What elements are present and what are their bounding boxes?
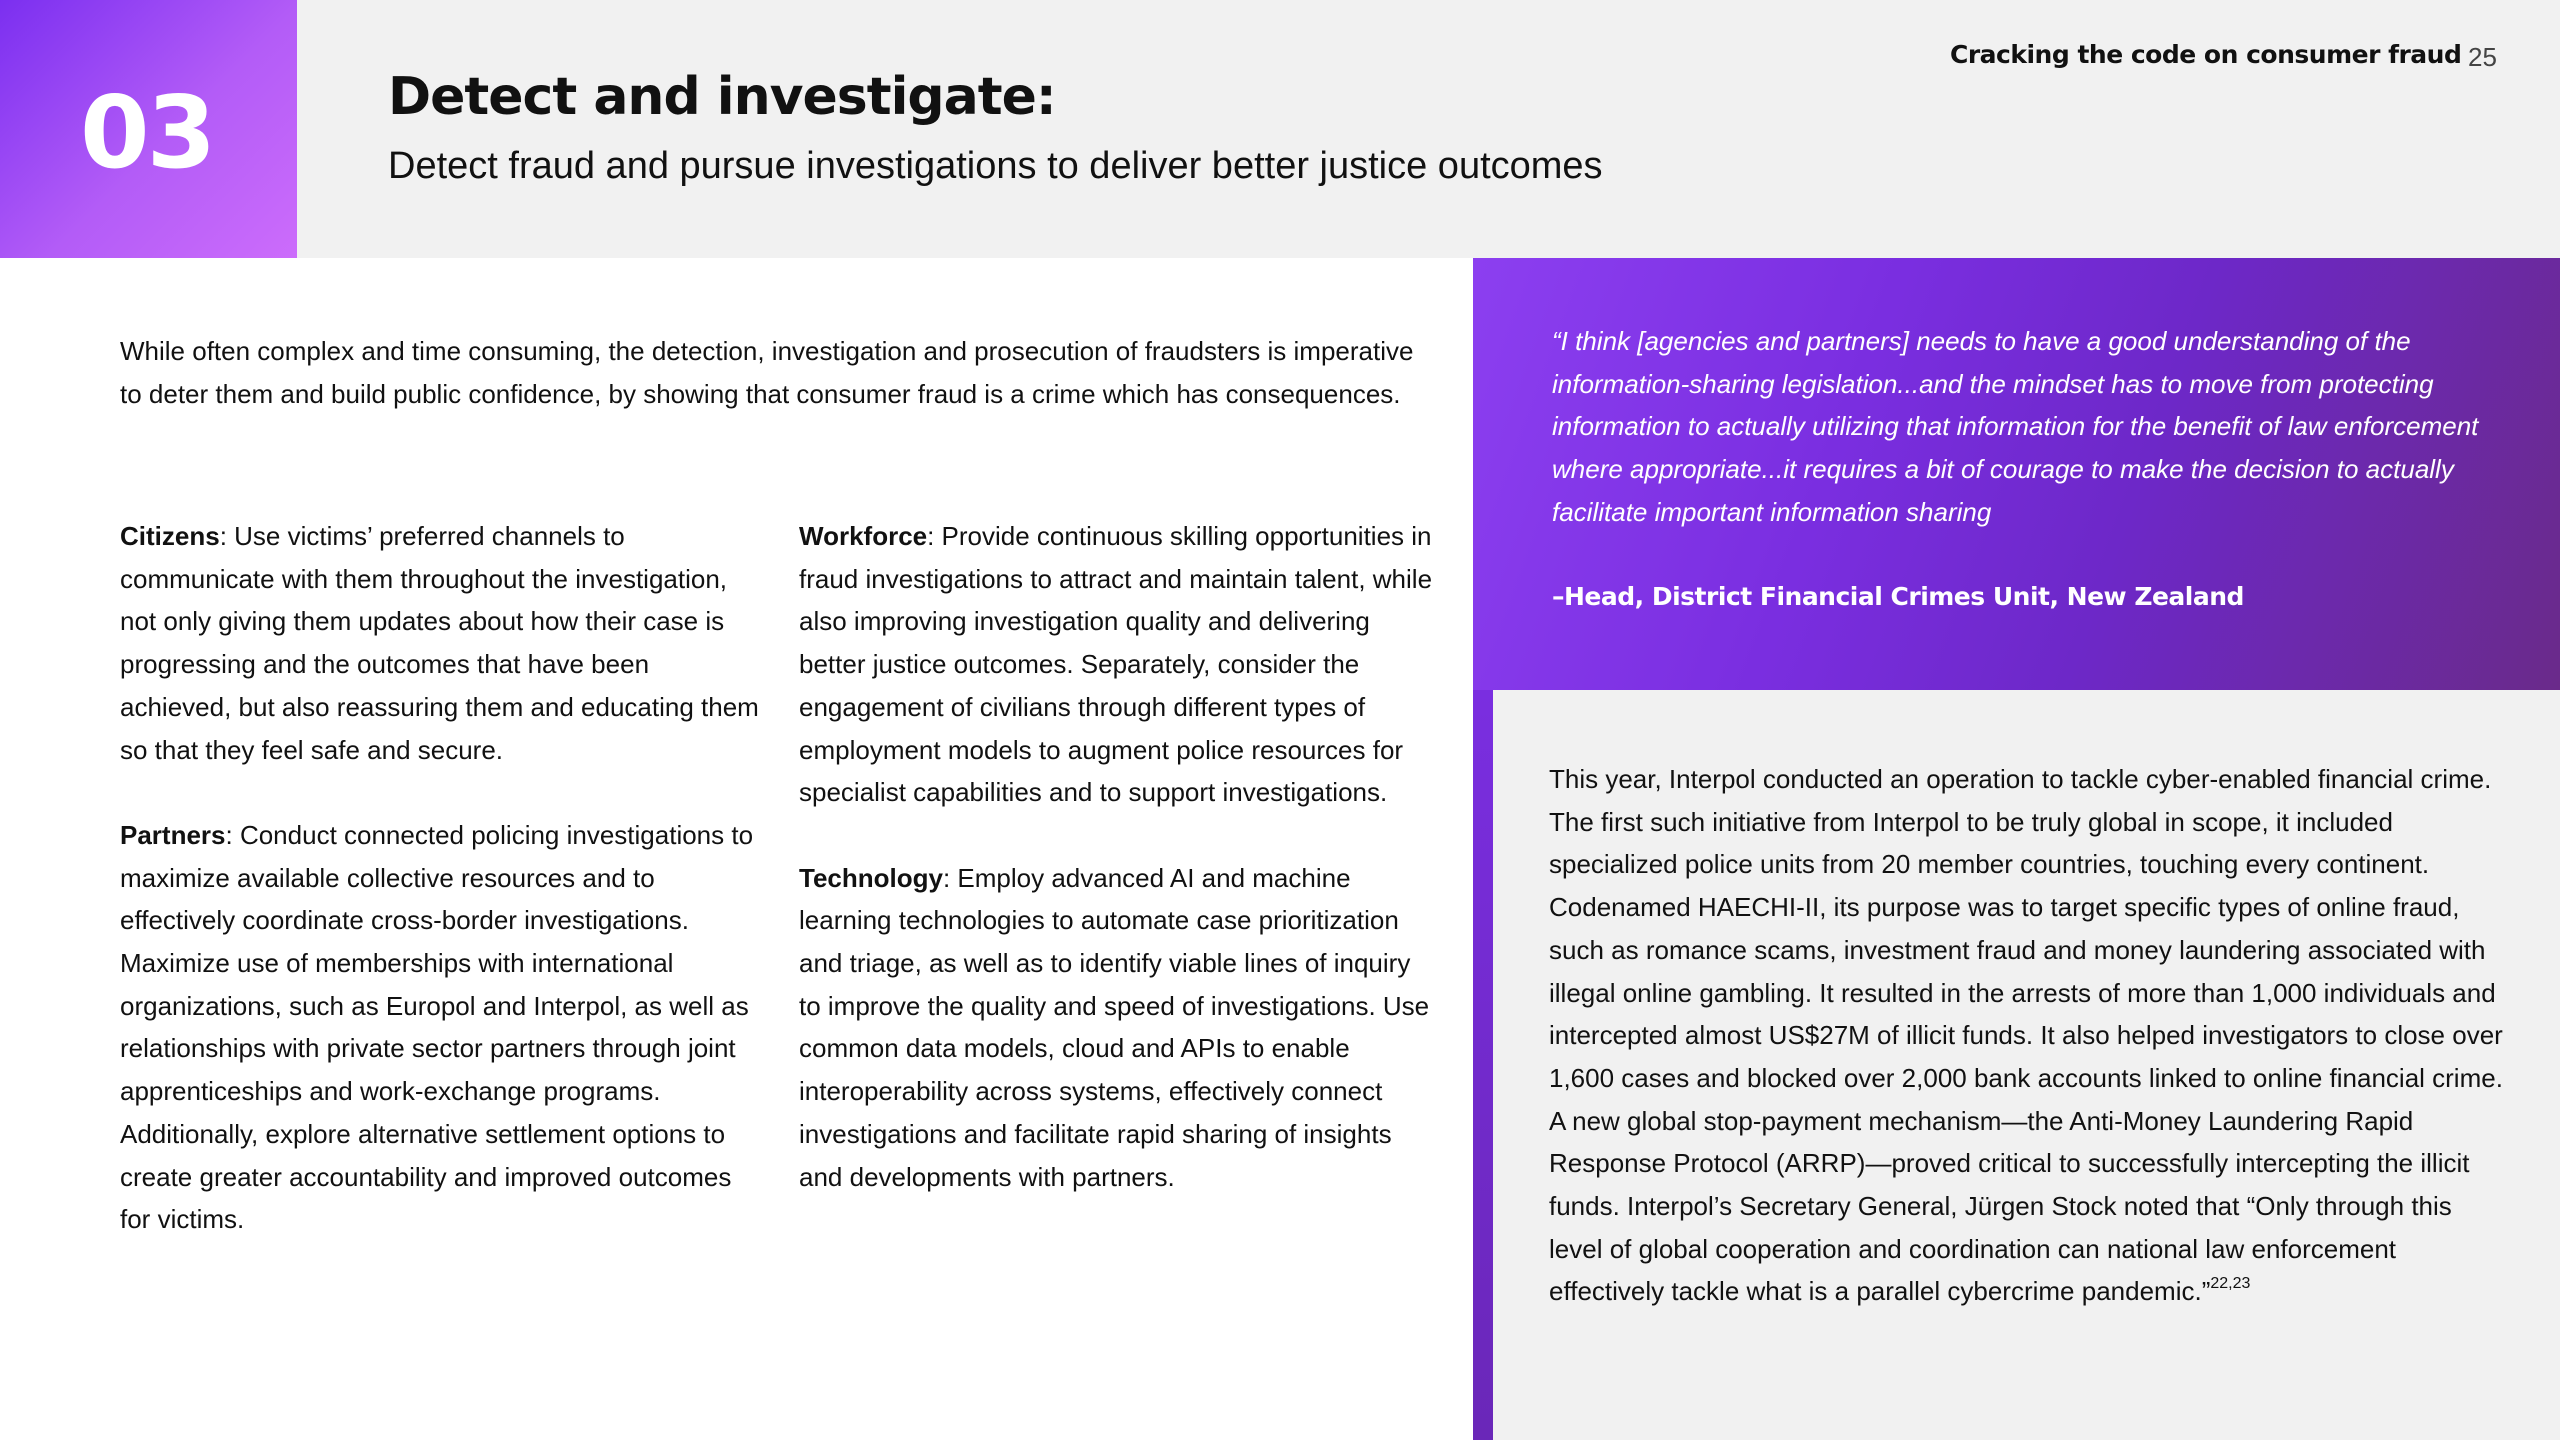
- right-column: [799, 515, 1439, 1241]
- accent-bar: [1473, 690, 1493, 1440]
- case-study-text-block: [1549, 758, 2509, 1313]
- quote-text: “I think [agencies and partners] needs to have a good understanding of the information-sharing legislation...and the mindset has to move from protecting information to actually utilizing that information for the benefit of law enforcement where appropriate...it requires a bit of courage to make the decision to actually facilitate important information sharing: [1552, 326, 2479, 527]
- partners-label: Partners: [120, 819, 226, 850]
- technology-paragraph: [799, 857, 1439, 1199]
- citizens-text: : Use victims’ preferred channels to communicate with them throughout the investigation, not only giving them updates about how their case is progressing and the outcomes that have been achieved, but also reassuring them and educating them so that they feel safe and secure.: [120, 521, 759, 765]
- intro-paragraph: While often complex and time consuming, the detection, investigation and prosecution of fraudsters is imperative to deter them and build public confidence, by showing that consumer fraud is a crime which has consequences.: [120, 336, 1414, 409]
- page-subtitle: Detect fraud and pursue investigations to deliver better justice outcomes: [388, 145, 1603, 187]
- quote-attribution: –Head, District Financial Crimes Unit, New Zealand: [1552, 582, 2244, 611]
- left-column: [120, 515, 760, 1284]
- workforce-text: : Provide continuous skilling opportunities in fraud investigations to attract and maintain talent, while also improving investigation quality and delivering better justice outcomes. Separately, consider the engagement of civilians through different types of employment models to augment police resources for specialist capabilities and to support investigations.: [799, 521, 1433, 808]
- partners-text: : Conduct connected policing investigations to maximize available collective resources and to effectively coordinate cross-border investigations. Maximize use of memberships with international organizations, such as Europol and Interpol, as well as relationships with private sector partners through joint apprenticeships and work-exchange programs. Additionally, explore alternative settlement options to create greater accountability and improved outcomes for victims.: [120, 819, 754, 1235]
- technology-label: Technology: [799, 862, 943, 893]
- document-title: Cracking the code on consumer fraud: [1950, 40, 2462, 69]
- section-number-block: [0, 0, 297, 258]
- citizens-label: Citizens: [120, 521, 220, 551]
- workforce-label: Workforce: [799, 521, 928, 551]
- section-number: 03: [80, 74, 214, 191]
- citizens-paragraph: [120, 515, 760, 771]
- footnote-reference: 22,23: [2210, 1275, 2251, 1293]
- technology-text: : Employ advanced AI and machine learning technologies to automate case prioritization and triage, as well as to identify viable lines of inquiry to improve the quality and speed of investigations. Use common data models, cloud and APIs to enable interoperability across systems, effectively connect investigations and facilitate rapid sharing of insights and developments with partners.: [799, 862, 1430, 1192]
- page-number: 25: [2468, 42, 2497, 72]
- case-study-text: This year, Interpol conducted an operation to tackle cyber-enabled financial crime. The first such initiative from Interpol to be truly global in scope, it included specialized police units from 20 member countries, touching every continent. Codenamed HAECHI-II, its purpose was to target specific types of online fraud, such as romance scams, investment fraud and money laundering associated with illegal online gambling. It resulted in the arrests of more than 1,000 individuals and intercepted almost US$27M of illicit funds. It also helped investigators to close over 1,600 cases and blocked over 2,000 bank accounts linked to online financial crime. A new global stop-payment mechanism—the Anti-Money Laundering Rapid Response Protocol (ARRP)—proved critical to successfully intercepting the illicit funds. Interpol’s Secretary General, Jürgen Stock noted that “Only through this level of global cooperation and coordination can national law enforcement effectively tackle what is a parallel cybercrime pandemic.”: [1549, 764, 2503, 1307]
- partners-paragraph: [120, 814, 760, 1241]
- page-title: Detect and investigate:: [388, 67, 1056, 127]
- workforce-paragraph: [799, 515, 1439, 814]
